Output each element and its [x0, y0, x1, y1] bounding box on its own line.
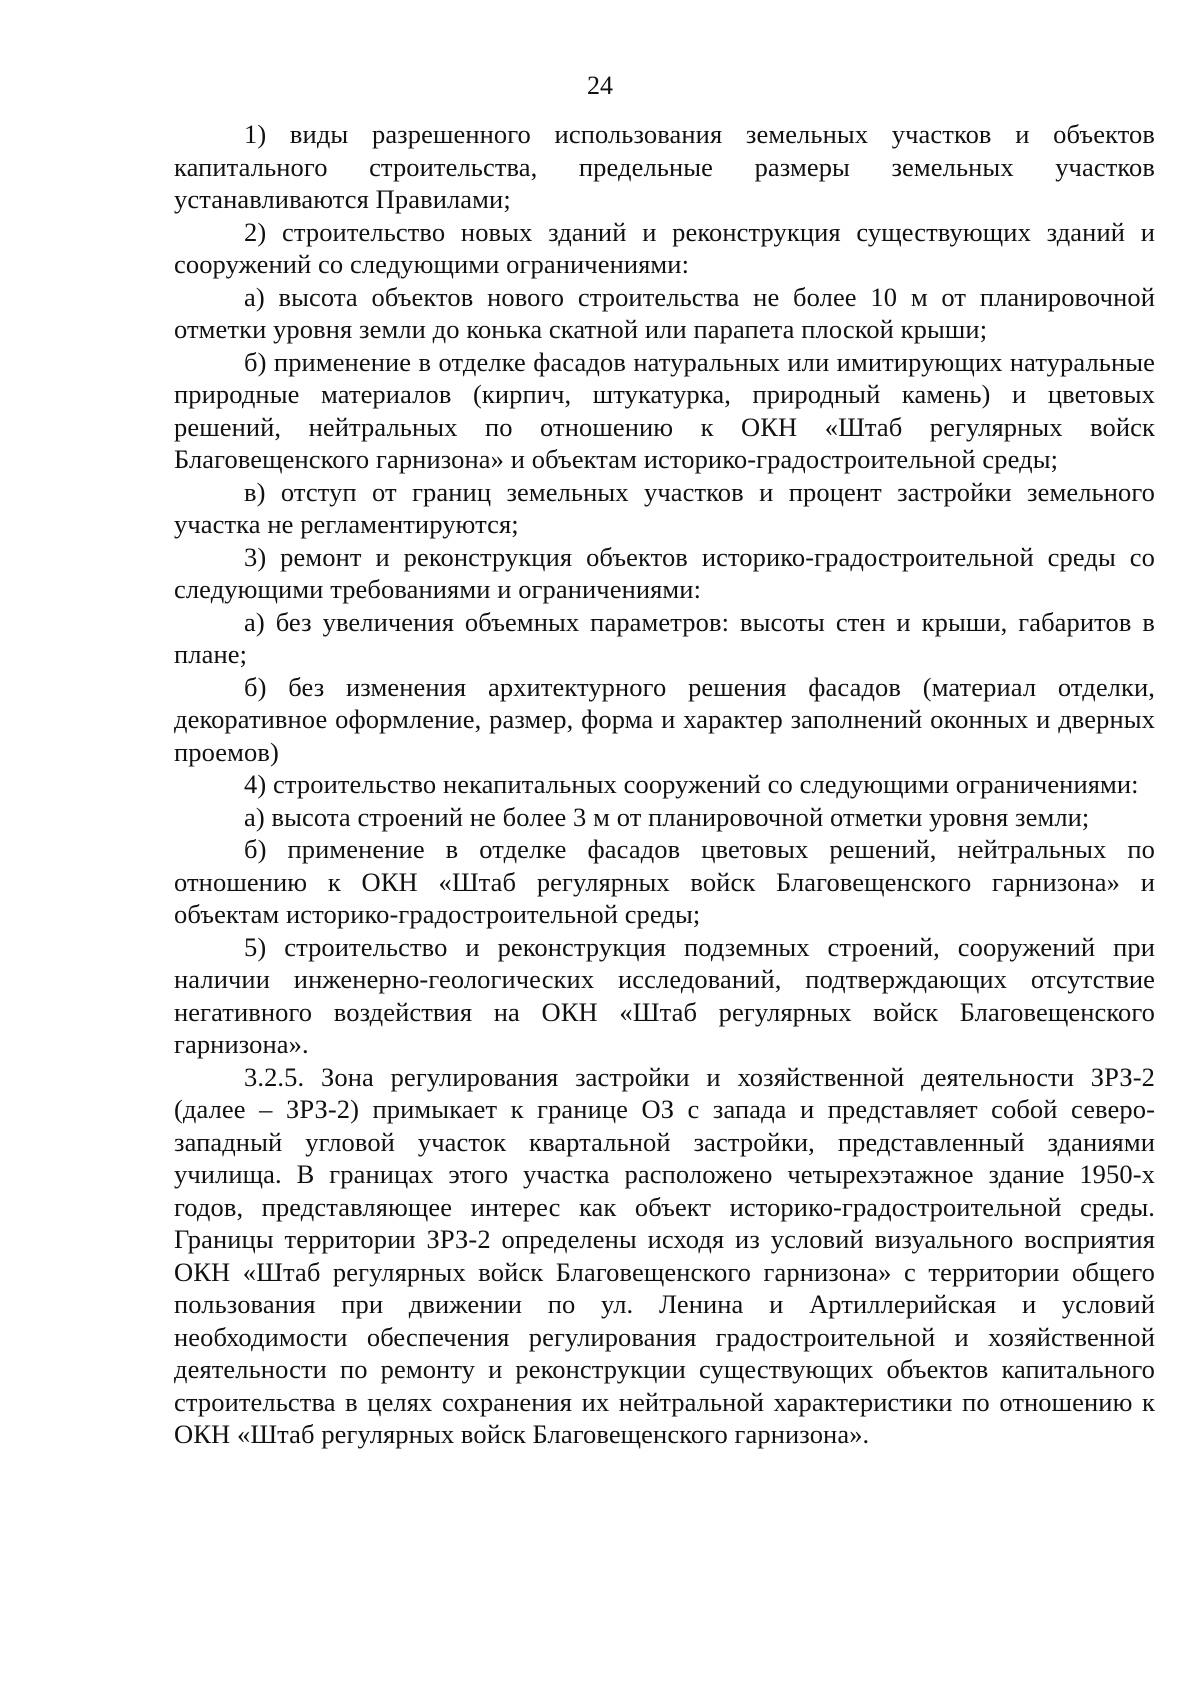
paragraph-13: 3.2.5. Зона регулирования застройки и хозяйственной деятельности ЗРЗ-2 (далее – ЗРЗ-2) примыкает к границе ОЗ с запада и представляет собой северо-западный угловой участок квартальной застройки, представленный зданиями училища. В границах этого участка расположено четырехэтажное здание 1950-х годов, представляющее интерес как объект историко-градостроительной среды. Границы территории ЗРЗ-2 определены исходя из условий визуального восприятия ОКН «Штаб регулярных войск Благовещенского гарнизона» с территории общего пользования при движении по ул. Ленина и Артиллерийская и условий необходимости обеспечения регулирования градостроительной и хозяйственной деятельности по ремонту и реконструкции существующих объектов капитального строительства в целях сохранения их нейтральной характеристики по отношению к ОКН «Штаб регулярных войск Благовещенского гарнизона». [174, 1061, 1155, 1449]
paragraph-11: б) применение в отделке фасадов цветовых решений, нейтральных по отношению к ОКН «Штаб регулярных войск Благовещенского гарнизона» и объектам историко-градостроительной среды; [174, 834, 1155, 929]
paragraph-6: 3) ремонт и реконструкция объектов историко-градостроительной среды со следующими требованиями и ограничениями: [174, 541, 1155, 604]
paragraph-5: в) отступ от границ земельных участков и процент застройки земельного участка не регламентируются; [174, 476, 1155, 539]
document-body [174, 118, 1155, 1451]
paragraph-4: б) применение в отделке фасадов натуральных или имитирующих натуральные природные материалов (кирпич, штукатурка, природный камень) и цветовых решений, нейтральных по отношению к ОКН «Штаб регулярных войск Благовещенского гарнизона» и объектам историко-градостроительной среды; [174, 346, 1155, 474]
paragraph-7: а) без увеличения объемных параметров: высоты стен и крыши, габаритов в плане; [174, 606, 1155, 669]
paragraph-1: 1) виды разрешенного использования земельных участков и объектов капитального строительства, предельные размеры земельных участков устанавливаются Правилами; [174, 119, 1155, 214]
paragraph-10: а) высота строений не более 3 м от планировочной отметки уровня земли; [244, 801, 1090, 832]
paragraph-12: 5) строительство и реконструкция подземных строений, сооружений при наличии инженерно-геологических исследований, подтверждающих отсутствие негативного воздействия на ОКН «Штаб регулярных войск Благовещенского гарнизона». [174, 931, 1155, 1059]
paragraph-3: а) высота объектов нового строительства не более 10 м от планировочной отметки уровня земли до конька скатной или парапета плоской крыши; [174, 281, 1155, 344]
paragraph-2: 2) строительство новых зданий и реконструкция существующих зданий и сооружений со следующими ограничениями: [174, 216, 1155, 279]
page-number: 24 [587, 71, 613, 100]
paragraph-8: б) без изменения архитектурного решения фасадов (материал отделки, декоративное оформление, размер, форма и характер заполнений оконных и дверных проемов) [174, 671, 1155, 767]
paragraph-9: 4) строительство некапитальных сооружений со следующими ограничениями: [244, 769, 1139, 799]
